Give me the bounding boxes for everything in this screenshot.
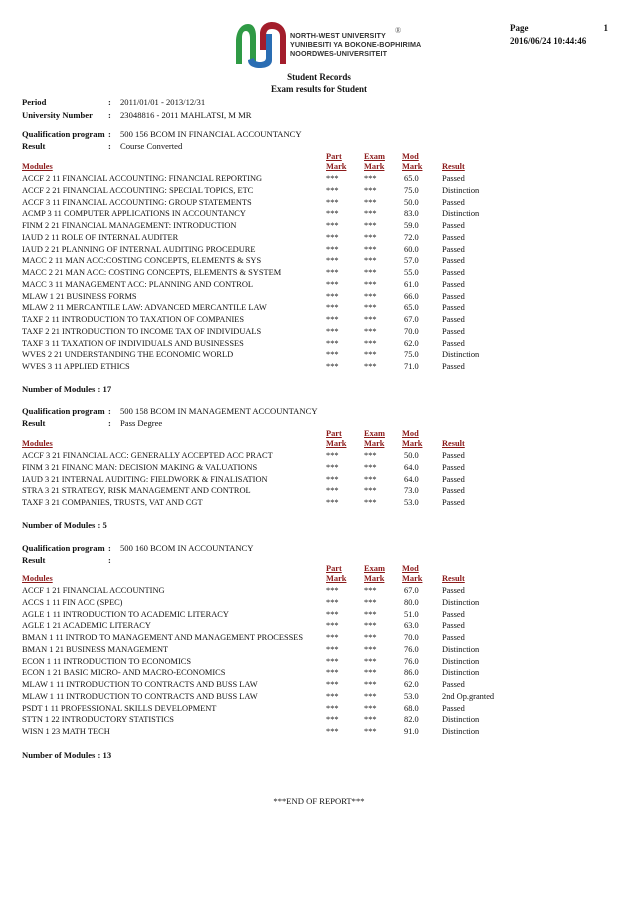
table-row bbox=[22, 667, 492, 679]
exam-mark: *** bbox=[364, 668, 377, 678]
table-header bbox=[22, 151, 492, 173]
table-row bbox=[22, 450, 492, 462]
registered-mark: ® bbox=[395, 26, 402, 35]
module-name: ECON 1 11 INTRODUCTION TO ECONOMICS bbox=[22, 656, 191, 666]
table-row bbox=[22, 485, 492, 497]
table-row bbox=[22, 244, 492, 256]
part-mark: *** bbox=[326, 633, 339, 642]
qualification-row bbox=[22, 405, 318, 417]
module-result: Passed bbox=[442, 326, 465, 336]
exam-mark: *** bbox=[364, 209, 377, 219]
module-name: MLAW 2 11 MERCANTILE LAW: ADVANCED MERCANTILE LAW bbox=[22, 303, 267, 313]
part-mark: *** bbox=[326, 498, 339, 507]
table-row bbox=[22, 703, 492, 715]
mod-mark: 65.0 bbox=[404, 174, 419, 183]
header-exam-mark-line: Mark bbox=[364, 162, 385, 171]
qualification-row bbox=[22, 542, 253, 554]
module-result: Passed bbox=[442, 197, 465, 207]
mod-mark: 80.0 bbox=[404, 597, 419, 607]
mod-mark: 76.0 bbox=[404, 644, 419, 654]
table-row bbox=[22, 714, 492, 726]
qualification-label: Qualification program bbox=[22, 406, 105, 416]
module-result: Passed bbox=[442, 268, 465, 277]
part-mark: *** bbox=[326, 474, 339, 484]
exam-mark: *** bbox=[364, 656, 377, 666]
colon: : bbox=[108, 555, 111, 565]
part-mark: *** bbox=[326, 597, 339, 607]
module-result: Passed bbox=[442, 221, 465, 230]
module-result: Passed bbox=[442, 474, 465, 484]
mod-mark: 60.0 bbox=[404, 244, 419, 254]
table-row bbox=[22, 361, 492, 373]
part-mark: *** bbox=[326, 303, 339, 313]
header-mod-mark bbox=[402, 152, 422, 172]
table-row bbox=[22, 255, 492, 267]
part-mark: *** bbox=[326, 244, 339, 254]
module-result: Passed bbox=[442, 315, 465, 324]
table-header bbox=[22, 563, 492, 585]
header-mod-mark-line: Mod bbox=[402, 429, 419, 438]
header-part-mark-line: Mark bbox=[326, 162, 347, 171]
mod-mark: 66.0 bbox=[404, 291, 419, 301]
module-count: Number of Modules : 5 bbox=[22, 520, 107, 530]
university-number-row bbox=[22, 109, 251, 121]
end-of-report: ***END OF REPORT*** bbox=[273, 796, 365, 806]
header-result: Result bbox=[442, 162, 465, 171]
module-result: Passed bbox=[442, 680, 465, 689]
result-label: Result bbox=[22, 141, 46, 151]
header-exam-mark bbox=[364, 429, 385, 449]
module-result: Passed bbox=[442, 703, 465, 713]
module-name: WVES 3 11 APPLIED ETHICS bbox=[22, 362, 130, 371]
qualification-value: 500 160 BCOM IN ACCOUNTANCY bbox=[120, 543, 254, 553]
mod-mark: 75.0 bbox=[404, 185, 419, 195]
mod-mark: 82.0 bbox=[404, 715, 419, 725]
module-name: MLAW 1 11 INTRODUCTION TO CONTRACTS AND BUSS LAW bbox=[22, 680, 258, 689]
mod-mark: 91.0 bbox=[404, 727, 419, 736]
exam-mark: *** bbox=[364, 715, 377, 725]
module-name: IAUD 2 21 PLANNING OF INTERNAL AUDITING PROCEDURE bbox=[22, 244, 256, 254]
exam-mark: *** bbox=[364, 174, 377, 183]
mod-mark: 70.0 bbox=[404, 326, 419, 336]
table-row bbox=[22, 314, 492, 326]
mod-mark: 61.0 bbox=[404, 279, 419, 289]
qualification-label: Qualification program bbox=[22, 543, 105, 553]
table-row bbox=[22, 279, 492, 291]
header-result: Result bbox=[442, 574, 465, 583]
table-row bbox=[22, 185, 492, 197]
mod-mark: 86.0 bbox=[404, 668, 419, 678]
table-row bbox=[22, 267, 492, 279]
table-row bbox=[22, 302, 492, 314]
part-mark: *** bbox=[326, 586, 339, 595]
qualification-value: 500 158 BCOM IN MANAGEMENT ACCOUNTANCY bbox=[120, 406, 318, 416]
exam-mark: *** bbox=[364, 244, 377, 254]
table-row bbox=[22, 597, 492, 609]
table-row bbox=[22, 656, 492, 668]
header-mod-mark-line: Mod bbox=[402, 152, 419, 161]
table-row bbox=[22, 338, 492, 350]
module-result: Passed bbox=[442, 462, 465, 472]
part-mark: *** bbox=[326, 291, 339, 301]
exam-mark: *** bbox=[364, 291, 377, 301]
modules-table bbox=[22, 428, 492, 509]
colon: : bbox=[108, 110, 111, 120]
module-result: Passed bbox=[442, 338, 465, 348]
university-name-line: YUNIBESITI YA BOKONE-BOPHIRIMA bbox=[290, 40, 422, 49]
mod-mark: 70.0 bbox=[404, 633, 419, 642]
part-mark: *** bbox=[326, 197, 339, 207]
module-name: ACCF 2 11 FINANCIAL ACCOUNTING: FINANCIAL REPORTING bbox=[22, 174, 263, 183]
modules-table bbox=[22, 151, 492, 373]
mod-mark: 62.0 bbox=[404, 338, 419, 348]
module-name: ACCF 2 21 FINANCIAL ACCOUNTING: SPECIAL TOPICS, ETC bbox=[22, 185, 254, 195]
header-mod-mark-line: Mark bbox=[402, 439, 423, 448]
exam-mark: *** bbox=[364, 303, 377, 313]
part-mark: *** bbox=[326, 315, 339, 324]
part-mark: *** bbox=[326, 621, 339, 631]
module-result: Distinction bbox=[442, 350, 480, 360]
table-row bbox=[22, 726, 492, 738]
module-result: Passed bbox=[442, 621, 465, 631]
header-exam-mark-line: Exam bbox=[364, 429, 385, 438]
mod-mark: 50.0 bbox=[404, 197, 419, 207]
header-part-mark-line: Part bbox=[326, 152, 342, 161]
header-exam-mark bbox=[364, 152, 385, 172]
header-modules: Modules bbox=[22, 439, 53, 448]
mod-mark: 57.0 bbox=[404, 256, 419, 266]
exam-mark: *** bbox=[364, 644, 377, 654]
part-mark: *** bbox=[326, 656, 339, 666]
qualification-value: 500 156 BCOM IN FINANCIAL ACCOUNTANCY bbox=[120, 129, 302, 139]
header-part-mark bbox=[326, 429, 346, 449]
module-result: 2nd Op.granted bbox=[442, 691, 495, 701]
colon: : bbox=[108, 129, 111, 139]
module-name: FINM 2 21 FINANCIAL MANAGEMENT: INTRODUCTION bbox=[22, 221, 237, 230]
module-result: Distinction bbox=[442, 644, 480, 654]
module-name: AGLE 1 11 INTRODUCTION TO ACADEMIC LITERACY bbox=[22, 609, 229, 619]
module-name: AGLE 1 21 ACADEMIC LITERACY bbox=[22, 621, 151, 631]
exam-mark: *** bbox=[364, 586, 377, 595]
colon: : bbox=[108, 418, 111, 428]
part-mark: *** bbox=[326, 268, 339, 277]
mod-mark: 67.0 bbox=[404, 586, 419, 595]
header-part-mark bbox=[326, 152, 346, 172]
exam-mark: *** bbox=[364, 474, 377, 484]
part-mark: *** bbox=[326, 451, 339, 460]
header-part-mark-line: Mark bbox=[326, 574, 347, 583]
exam-mark: *** bbox=[364, 703, 377, 713]
module-result: Passed bbox=[442, 291, 465, 301]
table-row bbox=[22, 679, 492, 691]
table-row bbox=[22, 197, 492, 209]
module-name: IAUD 2 11 ROLE OF INTERNAL AUDITER bbox=[22, 232, 179, 242]
header-exam-mark-line: Exam bbox=[364, 152, 385, 161]
module-result: Passed bbox=[442, 451, 465, 460]
exam-mark: *** bbox=[364, 350, 377, 360]
part-mark: *** bbox=[326, 727, 339, 736]
header-exam-mark bbox=[364, 564, 385, 584]
report-subtitle: Exam results for Student bbox=[271, 84, 367, 94]
module-name: STTN 1 22 INTRODUCTORY STATISTICS bbox=[22, 715, 174, 725]
module-result: Passed bbox=[442, 362, 465, 371]
period-value: 2011/01/01 - 2013/12/31 bbox=[120, 97, 206, 107]
part-mark: *** bbox=[326, 680, 339, 689]
module-name: PSDT 1 11 PROFESSIONAL SKILLS DEVELOPMENT bbox=[22, 703, 217, 713]
header-mod-mark-line: Mark bbox=[402, 162, 423, 171]
university-name-line: NORTH-WEST UNIVERSITY bbox=[290, 31, 386, 40]
table-row bbox=[22, 208, 492, 220]
header-modules: Modules bbox=[22, 162, 53, 171]
exam-mark: *** bbox=[364, 486, 377, 496]
result-value: Pass Degree bbox=[120, 418, 163, 428]
exam-mark: *** bbox=[364, 268, 377, 277]
module-name: TAXF 2 21 INTRODUCTION TO INCOME TAX OF INDIVIDUALS bbox=[22, 326, 262, 336]
table-row bbox=[22, 644, 492, 656]
university-logo bbox=[232, 20, 290, 70]
module-result: Passed bbox=[442, 586, 465, 595]
exam-mark: *** bbox=[364, 727, 377, 736]
table-row bbox=[22, 620, 492, 632]
module-result: Distinction bbox=[442, 715, 480, 725]
module-result: Distinction bbox=[442, 597, 480, 607]
module-name: MACC 2 21 MAN ACC: COSTING CONCEPTS, ELEMENTS & SYSTEM bbox=[22, 268, 282, 277]
table-row bbox=[22, 609, 492, 621]
module-result: Distinction bbox=[442, 656, 480, 666]
part-mark: *** bbox=[326, 609, 339, 619]
table-row bbox=[22, 585, 492, 597]
mod-mark: 63.0 bbox=[404, 621, 419, 631]
colon: : bbox=[108, 97, 111, 107]
report-datetime: 2016/06/24 10:44:46 bbox=[510, 36, 587, 46]
header-part-mark bbox=[326, 564, 346, 584]
table-row bbox=[22, 173, 492, 185]
exam-mark: *** bbox=[364, 185, 377, 195]
exam-mark: *** bbox=[364, 279, 377, 289]
module-result: Passed bbox=[442, 633, 465, 642]
part-mark: *** bbox=[326, 174, 339, 183]
header-mod-mark bbox=[402, 564, 422, 584]
exam-mark: *** bbox=[364, 621, 377, 631]
module-name: ACCS 1 11 FIN ACC (SPEC) bbox=[22, 597, 123, 607]
header-exam-mark-line: Exam bbox=[364, 564, 385, 573]
mod-mark: 50.0 bbox=[404, 451, 419, 460]
colon: : bbox=[108, 141, 111, 151]
header-mod-mark-line: Mod bbox=[402, 564, 419, 573]
part-mark: *** bbox=[326, 279, 339, 289]
qualification-label: Qualification program bbox=[22, 129, 105, 139]
mod-mark: 73.0 bbox=[404, 486, 419, 496]
mod-mark: 59.0 bbox=[404, 221, 419, 230]
header-exam-mark-line: Mark bbox=[364, 574, 385, 583]
module-name: IAUD 3 21 INTERNAL AUDITING: FIELDWORK & FINALISATION bbox=[22, 474, 268, 484]
result-label: Result bbox=[22, 555, 46, 565]
header-result: Result bbox=[442, 439, 465, 448]
header-exam-mark-line: Mark bbox=[364, 439, 385, 448]
part-mark: *** bbox=[326, 715, 339, 725]
mod-mark: 53.0 bbox=[404, 691, 419, 701]
part-mark: *** bbox=[326, 326, 339, 336]
exam-mark: *** bbox=[364, 597, 377, 607]
module-name: TAXF 2 11 INTRODUCTION TO TAXATION OF COMPANIES bbox=[22, 315, 245, 324]
table-row bbox=[22, 326, 492, 338]
period-row bbox=[22, 96, 205, 108]
exam-mark: *** bbox=[364, 256, 377, 266]
module-count: Number of Modules : 13 bbox=[22, 750, 112, 760]
part-mark: *** bbox=[326, 232, 339, 242]
module-result: Distinction bbox=[442, 668, 480, 678]
module-result: Passed bbox=[442, 303, 465, 313]
part-mark: *** bbox=[326, 350, 339, 360]
exam-mark: *** bbox=[364, 691, 377, 701]
header-part-mark-line: Mark bbox=[326, 439, 347, 448]
part-mark: *** bbox=[326, 486, 339, 496]
university-name bbox=[290, 31, 421, 58]
exam-mark: *** bbox=[364, 232, 377, 242]
period-label: Period bbox=[22, 97, 47, 107]
exam-mark: *** bbox=[364, 362, 377, 371]
module-result: Distinction bbox=[442, 727, 480, 736]
header-part-mark-line: Part bbox=[326, 564, 342, 573]
mod-mark: 64.0 bbox=[404, 474, 419, 484]
part-mark: *** bbox=[326, 221, 339, 230]
table-row bbox=[22, 291, 492, 303]
part-mark: *** bbox=[326, 462, 339, 472]
page-number: 1 bbox=[603, 23, 608, 33]
module-name: MACC 3 11 MANAGEMENT ACC: PLANNING AND CONTROL bbox=[22, 279, 254, 289]
exam-mark: *** bbox=[364, 462, 377, 472]
header-part-mark-line: Part bbox=[326, 429, 342, 438]
mod-mark: 68.0 bbox=[404, 703, 419, 713]
module-name: BMAN 1 21 BUSINESS MANAGEMENT bbox=[22, 644, 169, 654]
part-mark: *** bbox=[326, 703, 339, 713]
exam-mark: *** bbox=[364, 451, 377, 460]
mod-mark: 75.0 bbox=[404, 350, 419, 360]
module-name: ECON 1 21 BASIC MICRO- AND MACRO-ECONOMICS bbox=[22, 668, 226, 678]
exam-mark: *** bbox=[364, 197, 377, 207]
header-mod-mark-line: Mark bbox=[402, 574, 423, 583]
part-mark: *** bbox=[326, 209, 339, 219]
exam-mark: *** bbox=[364, 498, 377, 507]
module-result: Passed bbox=[442, 498, 465, 507]
module-result: Passed bbox=[442, 486, 465, 496]
module-result: Passed bbox=[442, 174, 465, 183]
exam-mark: *** bbox=[364, 221, 377, 230]
module-count: Number of Modules : 17 bbox=[22, 384, 112, 394]
module-result: Distinction bbox=[442, 185, 480, 195]
mod-mark: 76.0 bbox=[404, 656, 419, 666]
mod-mark: 67.0 bbox=[404, 315, 419, 324]
module-name: FINM 3 21 FINANC MAN: DECISION MAKING & VALUATIONS bbox=[22, 462, 258, 472]
module-result: Passed bbox=[442, 279, 465, 289]
mod-mark: 55.0 bbox=[404, 268, 419, 277]
table-row bbox=[22, 462, 492, 474]
colon: : bbox=[108, 543, 111, 553]
module-name: WISN 1 23 MATH TECH bbox=[22, 727, 110, 736]
table-row bbox=[22, 691, 495, 703]
exam-mark: *** bbox=[364, 315, 377, 324]
header-modules: Modules bbox=[22, 574, 53, 583]
module-name: MLAW 1 21 BUSINESS FORMS bbox=[22, 291, 137, 301]
module-name: ACCF 3 11 FINANCIAL ACCOUNTING: GROUP STATEMENTS bbox=[22, 197, 252, 207]
module-name: ACCF 3 21 FINANCIAL ACC: GENERALLY ACCEPTED ACC PRACT bbox=[22, 451, 273, 460]
module-result: Passed bbox=[442, 244, 465, 254]
table-row bbox=[22, 474, 492, 486]
modules-table bbox=[22, 563, 495, 738]
exam-mark: *** bbox=[364, 680, 377, 689]
university-name-line: NOORDWES-UNIVERSITEIT bbox=[290, 49, 388, 58]
part-mark: *** bbox=[326, 338, 339, 348]
mod-mark: 62.0 bbox=[404, 680, 419, 689]
qualification-row bbox=[22, 128, 302, 140]
exam-mark: *** bbox=[364, 338, 377, 348]
colon: : bbox=[108, 406, 111, 416]
module-name: MACC 2 11 MAN ACC:COSTING CONCEPTS, ELEMENTS & SYS bbox=[22, 256, 262, 266]
part-mark: *** bbox=[326, 362, 339, 371]
exam-mark: *** bbox=[364, 326, 377, 336]
module-result: Passed bbox=[442, 256, 465, 266]
module-name: MLAW 1 11 INTRODUCTION TO CONTRACTS AND BUSS LAW bbox=[22, 691, 258, 701]
mod-mark: 72.0 bbox=[404, 232, 419, 242]
table-row bbox=[22, 232, 492, 244]
page-label: Page bbox=[510, 23, 529, 33]
module-name: WVES 2 21 UNDERSTANDING THE ECONOMIC WORLD bbox=[22, 350, 234, 360]
mod-mark: 53.0 bbox=[404, 498, 419, 507]
module-result: Distinction bbox=[442, 209, 480, 219]
table-row bbox=[22, 220, 492, 232]
table-row bbox=[22, 632, 492, 644]
mod-mark: 65.0 bbox=[404, 303, 419, 313]
module-name: BMAN 1 11 INTROD TO MANAGEMENT AND MANAGEMENT PROCESSES bbox=[22, 633, 304, 642]
mod-mark: 83.0 bbox=[404, 209, 419, 219]
part-mark: *** bbox=[326, 256, 339, 266]
university-number-value: 23048816 - 2011 MAHLATSI, M MR bbox=[120, 110, 252, 120]
page-meta bbox=[510, 22, 608, 48]
mod-mark: 51.0 bbox=[404, 609, 419, 619]
exam-mark: *** bbox=[364, 609, 377, 619]
mod-mark: 64.0 bbox=[404, 462, 419, 472]
module-name: TAXF 3 11 TAXATION OF INDIVIDUALS AND BUSINESSES bbox=[22, 338, 244, 348]
module-name: STRA 3 21 STRATEGY, RISK MANAGEMENT AND CONTROL bbox=[22, 486, 251, 496]
module-name: ACMP 3 11 COMPUTER APPLICATIONS IN ACCOUNTANCY bbox=[22, 209, 246, 219]
exam-mark: *** bbox=[364, 633, 377, 642]
university-number-label: University Number bbox=[22, 110, 93, 120]
part-mark: *** bbox=[326, 644, 339, 654]
table-row bbox=[22, 497, 492, 509]
part-mark: *** bbox=[326, 668, 339, 678]
module-name: ACCF 1 21 FINANCIAL ACCOUNTING bbox=[22, 586, 165, 595]
module-result: Passed bbox=[442, 609, 465, 619]
part-mark: *** bbox=[326, 691, 339, 701]
report-titles bbox=[0, 71, 638, 95]
header-mod-mark bbox=[402, 429, 422, 449]
table-row bbox=[22, 349, 492, 361]
module-name: TAXF 3 21 COMPANIES, TRUSTS, VAT AND CGT bbox=[22, 498, 203, 507]
result-label: Result bbox=[22, 418, 46, 428]
part-mark: *** bbox=[326, 185, 339, 195]
result-value: Course Converted bbox=[120, 141, 183, 151]
report-title: Student Records bbox=[287, 72, 351, 82]
mod-mark: 71.0 bbox=[404, 362, 419, 371]
module-result: Passed bbox=[442, 232, 465, 242]
table-header bbox=[22, 428, 492, 450]
